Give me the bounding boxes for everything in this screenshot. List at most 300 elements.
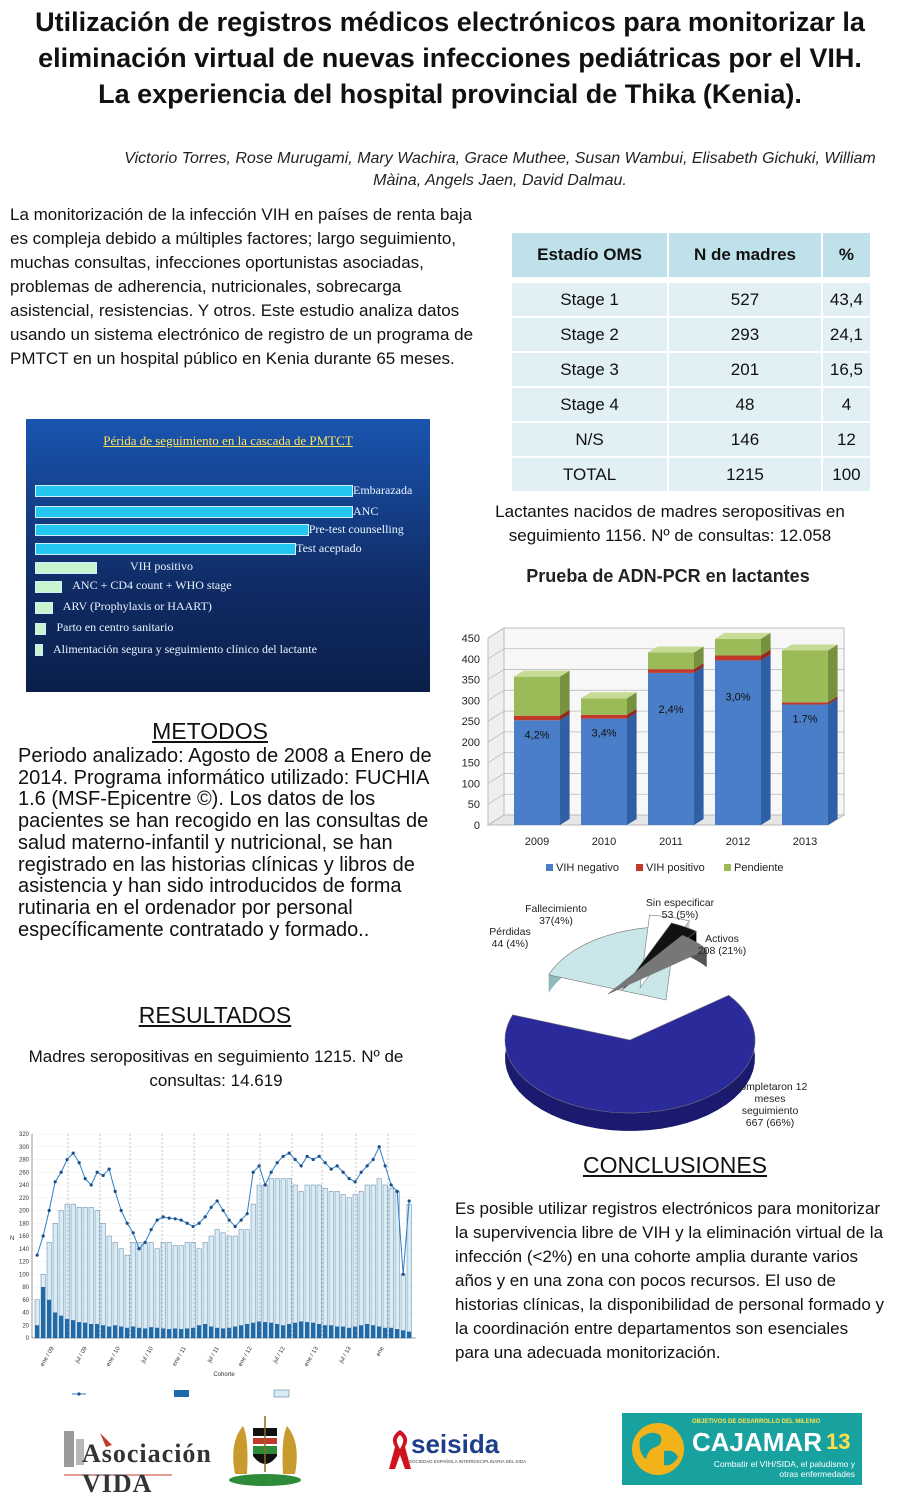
table-row bbox=[512, 422, 871, 457]
cohort-bar-dark bbox=[401, 1330, 405, 1338]
cohort-point bbox=[324, 1161, 327, 1164]
cohort-bar-light bbox=[281, 1179, 285, 1338]
data-label: 4,2% bbox=[524, 729, 550, 742]
bar-segment bbox=[514, 716, 560, 721]
bar-segment bbox=[514, 677, 560, 716]
cohort-bar-dark bbox=[203, 1324, 207, 1338]
cohort-point bbox=[216, 1199, 219, 1202]
cohort-bar-light bbox=[101, 1223, 105, 1338]
cohort-point bbox=[270, 1171, 273, 1174]
cohort-bar-light bbox=[365, 1185, 369, 1338]
table-cell: Stage 2 bbox=[512, 317, 668, 352]
cohort-bar-light bbox=[143, 1242, 147, 1338]
cohort-bar-dark bbox=[245, 1324, 249, 1338]
cohort-bar-dark bbox=[185, 1328, 189, 1338]
table-header: N de madres bbox=[668, 233, 822, 280]
cohort-bar-dark bbox=[353, 1327, 357, 1338]
cohort-bar-light bbox=[203, 1242, 207, 1338]
y-tick-label: 100 bbox=[461, 778, 480, 791]
cohort-point bbox=[114, 1190, 117, 1193]
x-tick-label: jul / 09 bbox=[74, 1346, 89, 1365]
cohort-bar-dark bbox=[83, 1323, 87, 1338]
y-tick-label: 200 bbox=[18, 1208, 29, 1215]
legend-label: VIH positivo bbox=[646, 862, 705, 874]
cohort-bar-light bbox=[317, 1185, 321, 1338]
cohort-bar-dark bbox=[233, 1327, 237, 1338]
cohort-bar-light bbox=[125, 1255, 129, 1338]
cohort-bar-light bbox=[155, 1249, 159, 1338]
cohort-bar-light bbox=[257, 1185, 261, 1338]
globe-icon bbox=[630, 1421, 686, 1477]
conclusiones-text: Es posible utilizar registros electrónicos para monitorizar la supervivencia libre de VIH y la eliminación virtual de la infección (<2%) en una cohorte amplia durante varios años y en una zona con pocos recursos. El uso de historias clínicas, la disponibilidad de personal formado y la coordinación entre departamentos son esenciales para una adecuada monitorización. bbox=[455, 1199, 885, 1362]
cohort-bar-light bbox=[77, 1207, 81, 1338]
bar-top bbox=[715, 633, 771, 639]
cohort-bar-light bbox=[173, 1246, 177, 1338]
legend-swatch bbox=[636, 864, 643, 871]
cascade-label: ANC bbox=[353, 504, 379, 518]
cohort-bar-dark bbox=[239, 1325, 243, 1338]
cohort-bar-light bbox=[107, 1236, 111, 1338]
cohort-bar-dark bbox=[101, 1325, 105, 1338]
bar-segment bbox=[581, 715, 627, 719]
cohort-point bbox=[102, 1174, 105, 1177]
cohort-point bbox=[282, 1155, 285, 1158]
cohort-bar-light bbox=[131, 1242, 135, 1338]
cascade-label: Embarazada bbox=[353, 483, 413, 497]
bar-segment bbox=[715, 660, 761, 825]
cohort-point bbox=[42, 1234, 45, 1237]
cohort-bar-dark bbox=[173, 1328, 177, 1338]
cohort-bar-light bbox=[311, 1185, 315, 1338]
cohort-bar-dark bbox=[47, 1300, 51, 1338]
cohort-point bbox=[342, 1171, 345, 1174]
cohort-point bbox=[372, 1158, 375, 1161]
cohort-bar-light bbox=[335, 1191, 339, 1338]
pcr-chart bbox=[448, 566, 888, 886]
bar-top bbox=[581, 692, 637, 698]
y-tick-label: 220 bbox=[18, 1195, 29, 1202]
cohort-bar-dark bbox=[269, 1323, 273, 1338]
y-tick-label: 160 bbox=[18, 1234, 29, 1240]
cohort-point bbox=[348, 1177, 351, 1180]
y-tick-label: 300 bbox=[18, 1144, 29, 1151]
y-tick-label: 100 bbox=[18, 1272, 29, 1279]
y-tick-label: 200 bbox=[461, 736, 480, 749]
cohort-bar-dark bbox=[179, 1329, 183, 1338]
y-tick-label: 280 bbox=[18, 1157, 29, 1164]
cohort-bar-light bbox=[215, 1230, 219, 1338]
cohort-point bbox=[240, 1218, 243, 1221]
cohort-bar-dark bbox=[191, 1328, 195, 1338]
cohort-bar-dark bbox=[305, 1322, 309, 1338]
cohort-bar-dark bbox=[287, 1324, 291, 1338]
cohort-bar-dark bbox=[215, 1328, 219, 1338]
cascade-label: Pre-test counselling bbox=[308, 522, 404, 536]
pie-label: Sin especificar bbox=[645, 897, 715, 909]
cajamar-logo bbox=[622, 1413, 862, 1485]
bar-segment bbox=[715, 639, 761, 656]
cohort-bar-light bbox=[323, 1188, 327, 1338]
data-label: 3,4% bbox=[591, 727, 617, 740]
cohort-bar-light bbox=[245, 1230, 249, 1338]
cascade-bar bbox=[35, 581, 62, 593]
data-label: 2,4% bbox=[658, 703, 684, 716]
bar-segment-side bbox=[627, 713, 637, 825]
cohort-point bbox=[168, 1217, 171, 1220]
table-cell: 48 bbox=[668, 387, 822, 422]
cohort-point bbox=[234, 1225, 237, 1228]
cohort-bar-light bbox=[65, 1204, 69, 1338]
cohort-bar-light bbox=[137, 1242, 141, 1338]
cohort-point bbox=[288, 1152, 291, 1155]
cohort-bar-dark bbox=[155, 1328, 159, 1338]
cohort-bar-dark bbox=[197, 1325, 201, 1338]
cascade-bar bbox=[35, 644, 43, 656]
cohort-bar-light bbox=[71, 1204, 75, 1338]
cohort-bar-dark bbox=[365, 1324, 369, 1338]
table-header-row bbox=[512, 233, 871, 280]
cohort-point bbox=[144, 1241, 147, 1244]
x-tick-label: ene / 12 bbox=[237, 1346, 254, 1368]
cohort-bar-light bbox=[329, 1191, 333, 1338]
x-axis-label: Cohorte bbox=[213, 1372, 235, 1378]
x-tick-label: ene / 09 bbox=[39, 1346, 56, 1368]
table-header: % bbox=[822, 233, 871, 280]
y-tick-label: 240 bbox=[18, 1183, 29, 1189]
bar-top bbox=[514, 671, 570, 677]
table-cell: Stage 3 bbox=[512, 352, 668, 387]
cohort-bar-light bbox=[227, 1236, 231, 1338]
bar-top bbox=[782, 644, 838, 650]
cohort-bar-dark bbox=[143, 1328, 147, 1338]
pie-label: Completaron 12 bbox=[732, 1081, 808, 1093]
cohort-point bbox=[90, 1183, 93, 1186]
cohort-bar-dark bbox=[371, 1325, 375, 1338]
pie-value: 37(4%) bbox=[539, 915, 573, 927]
cohort-bar-dark bbox=[125, 1328, 129, 1338]
cohort-point bbox=[396, 1190, 399, 1193]
x-tick-label: ene / 11 bbox=[171, 1346, 188, 1368]
cohort-point bbox=[180, 1218, 183, 1221]
cohort-bar-dark bbox=[251, 1323, 255, 1338]
madres-text: Madres seropositivas en seguimiento 1215. Nº de consultas: 14.619 bbox=[28, 1047, 404, 1090]
cascade-label: Parto en centro sanitario bbox=[56, 620, 174, 634]
pie-value: 667 (66%) bbox=[745, 1117, 795, 1129]
pie-label: seguimiento bbox=[741, 1105, 799, 1117]
cajamar-name: CAJAMAR bbox=[692, 1427, 822, 1457]
follow-up-pie-chart bbox=[480, 890, 860, 1140]
cohort-point bbox=[174, 1217, 177, 1220]
cohort-bar-light bbox=[89, 1207, 93, 1338]
cohort-bar-light bbox=[83, 1207, 87, 1338]
lactantes-text: Lactantes nacidos de madres seropositivas en seguimiento 1156. Nº de consultas: 12.058 bbox=[495, 502, 845, 545]
cohort-bar-dark bbox=[329, 1325, 333, 1338]
table-cell: 293 bbox=[668, 317, 822, 352]
x-tick-label: ene / 13 bbox=[303, 1346, 320, 1368]
cajamar-subtitle-top: OBJETIVOS DE DESARROLLO DEL MILENIO bbox=[692, 1419, 821, 1425]
cohort-point bbox=[246, 1212, 249, 1215]
y-axis-label: N bbox=[10, 1236, 15, 1242]
bar-segment-side bbox=[560, 671, 570, 716]
bar-segment bbox=[782, 702, 828, 704]
cohort-bar-light bbox=[191, 1242, 195, 1338]
cascade-chart bbox=[26, 419, 430, 692]
cohort-bar-light bbox=[209, 1236, 213, 1338]
cohort-bar-light bbox=[197, 1249, 201, 1338]
bar-segment bbox=[715, 655, 761, 660]
y-tick-label: 0 bbox=[25, 1336, 29, 1342]
resultados-heading: RESULTADOS bbox=[138, 1002, 292, 1028]
y-tick-label: 140 bbox=[18, 1246, 29, 1253]
legend-swatch bbox=[546, 864, 553, 871]
cohort-bar-light bbox=[359, 1191, 363, 1338]
table-row bbox=[512, 352, 871, 387]
stage-table bbox=[512, 233, 872, 493]
x-tick-label: jul / 13 bbox=[338, 1346, 353, 1365]
cohort-bar-light bbox=[263, 1185, 267, 1338]
cohort-point bbox=[156, 1218, 159, 1221]
cohort-bar-dark bbox=[95, 1324, 99, 1338]
cohort-bar-dark bbox=[77, 1322, 81, 1338]
cascade-title: Périda de seguimiento en la cascada de PMTCT bbox=[103, 433, 353, 448]
table-cell: 201 bbox=[668, 352, 822, 387]
cohort-bar-light bbox=[287, 1179, 291, 1338]
poster-title: Utilización de registros médicos electrónicos para monitorizar la eliminación virtual de nuevas infecciones pediátricas por el VIH. La experiencia del hospital provincial de Thika (Kenia). bbox=[35, 7, 865, 109]
cohort-bar-light bbox=[269, 1179, 273, 1338]
y-tick-label: 50 bbox=[467, 799, 480, 812]
cohort-bar-dark bbox=[119, 1327, 123, 1338]
cohort-point bbox=[264, 1183, 267, 1186]
conclusiones-heading: CONCLUSIONES bbox=[582, 1152, 768, 1178]
cohort-point bbox=[204, 1215, 207, 1218]
cohort-bar-dark bbox=[323, 1325, 327, 1338]
cohort-bar-dark bbox=[341, 1327, 345, 1338]
cohort-point bbox=[66, 1158, 69, 1161]
table-row bbox=[512, 387, 871, 422]
cohort-point bbox=[84, 1177, 87, 1180]
cohort-point bbox=[48, 1209, 51, 1212]
cohort-point bbox=[402, 1273, 405, 1276]
pcr-chart-svg bbox=[448, 566, 888, 886]
pie-label: meses bbox=[754, 1093, 786, 1105]
x-tick-label: jul / 11 bbox=[206, 1346, 221, 1364]
cohort-point bbox=[78, 1161, 81, 1164]
table-row bbox=[512, 457, 871, 492]
cohort-point bbox=[138, 1247, 141, 1250]
authors: Victorio Torres, Rose Murugami, Mary Wachira, Grace Muthee, Susan Wambui, Elisabeth Gichuki, William Màina, Angels Jaen, David Dalmau. bbox=[124, 150, 876, 189]
y-tick-label: 40 bbox=[22, 1310, 29, 1317]
cohort-bar-light bbox=[161, 1242, 165, 1338]
seisida-logo bbox=[385, 1425, 527, 1475]
bar-segment bbox=[782, 650, 828, 702]
cohort-bar-light bbox=[299, 1191, 303, 1338]
legend-point bbox=[77, 1392, 80, 1395]
x-tick-label: jul / 10 bbox=[140, 1346, 155, 1365]
cohort-bar-dark bbox=[335, 1327, 339, 1338]
data-label: 3,0% bbox=[725, 691, 751, 704]
cohort-point bbox=[72, 1152, 75, 1155]
vida-logo-text: Asociación VIDA bbox=[82, 1439, 212, 1498]
legend-swatch bbox=[274, 1390, 289, 1397]
cohort-point bbox=[198, 1222, 201, 1225]
cohort-bar-dark bbox=[161, 1328, 165, 1338]
y-tick-label: 320 bbox=[18, 1132, 29, 1138]
bar-segment-side bbox=[560, 714, 570, 825]
cohort-bar-light bbox=[179, 1246, 183, 1338]
cohort-bar-light bbox=[347, 1198, 351, 1338]
cohort-bar-dark bbox=[221, 1328, 225, 1338]
pie-label: Pérdidas bbox=[489, 926, 531, 938]
cohort-bar-dark bbox=[389, 1328, 393, 1338]
table-cell: 24,1 bbox=[822, 317, 871, 352]
cohort-bar-light bbox=[341, 1195, 345, 1338]
cohort-bar-dark bbox=[293, 1323, 297, 1338]
cohort-point bbox=[312, 1158, 315, 1161]
table-cell: 1215 bbox=[668, 457, 822, 492]
cohort-bar-light bbox=[275, 1179, 279, 1338]
x-tick-label: ene bbox=[375, 1346, 386, 1358]
cohort-point bbox=[210, 1206, 213, 1209]
cohort-bar-light bbox=[401, 1274, 405, 1338]
table-cell: N/S bbox=[512, 422, 668, 457]
cascade-bar bbox=[35, 623, 46, 635]
cohort-bar-light bbox=[251, 1204, 255, 1338]
cohort-bar-light bbox=[239, 1230, 243, 1338]
cohort-bar-dark bbox=[347, 1328, 351, 1338]
table-cell: 527 bbox=[668, 280, 822, 317]
cajamar-tagline: Combatir el VIH/SIDA, el paludismo y otras enfermedades bbox=[713, 1459, 855, 1479]
table-cell: 12 bbox=[822, 422, 871, 457]
cohort-bar-dark bbox=[59, 1316, 63, 1338]
kenya-coat-of-arms-icon bbox=[225, 1412, 305, 1487]
cascade-label: Test aceptado bbox=[296, 541, 362, 555]
cohort-bar-light bbox=[383, 1185, 387, 1338]
legend-label: Pendiente bbox=[734, 862, 784, 874]
table-cell: Stage 1 bbox=[512, 280, 668, 317]
y-tick-label: 300 bbox=[461, 695, 480, 708]
cohort-point bbox=[108, 1167, 111, 1170]
cohort-point bbox=[54, 1180, 57, 1183]
bar-segment-side bbox=[694, 667, 704, 825]
cohort-point bbox=[96, 1171, 99, 1174]
x-tick-label: 2012 bbox=[725, 836, 751, 848]
cohort-bar-dark bbox=[257, 1321, 261, 1338]
cohort-point bbox=[318, 1155, 321, 1158]
cohort-bar-light bbox=[377, 1179, 381, 1338]
cascade-bar bbox=[35, 562, 97, 574]
cohort-bar-dark bbox=[383, 1328, 387, 1338]
kenya-coat-of-arms bbox=[225, 1412, 305, 1487]
bar-segment-side bbox=[828, 644, 838, 702]
cohort-bar-light bbox=[389, 1188, 393, 1338]
cohort-bar-dark bbox=[227, 1328, 231, 1338]
y-tick-label: 350 bbox=[461, 674, 480, 687]
cohort-point bbox=[384, 1164, 387, 1167]
cohort-bar-dark bbox=[137, 1328, 141, 1338]
x-tick-label: 2011 bbox=[659, 836, 683, 848]
bar-segment bbox=[648, 653, 694, 670]
x-tick-label: jul / 12 bbox=[272, 1346, 287, 1365]
pie-value: 44 (4%) bbox=[491, 938, 529, 950]
cohort-bar-dark bbox=[167, 1329, 171, 1338]
cohort-point bbox=[408, 1199, 411, 1202]
cohort-point bbox=[126, 1222, 129, 1225]
y-tick-label: 150 bbox=[461, 757, 480, 770]
cohort-chart bbox=[4, 1128, 420, 1403]
cohort-point bbox=[378, 1145, 381, 1148]
cohort-point bbox=[366, 1164, 369, 1167]
cohort-point bbox=[150, 1228, 153, 1231]
table-cell: 146 bbox=[668, 422, 822, 457]
pie-label: Activos bbox=[705, 933, 739, 945]
cascade-bar bbox=[35, 543, 296, 555]
cohort-bar-light bbox=[293, 1185, 297, 1338]
cohort-bar-dark bbox=[299, 1321, 303, 1338]
cohort-bar-light bbox=[185, 1242, 189, 1338]
cohort-point bbox=[258, 1164, 261, 1167]
cascade-bar bbox=[35, 506, 353, 518]
pie-value: 208 (21%) bbox=[697, 945, 747, 957]
table-row bbox=[512, 317, 871, 352]
cohort-bar-light bbox=[305, 1185, 309, 1338]
cohort-point bbox=[354, 1180, 357, 1183]
pie-value: 53 (5%) bbox=[661, 909, 699, 921]
cohort-bar-dark bbox=[149, 1327, 153, 1338]
y-tick-label: 0 bbox=[473, 820, 480, 832]
cohort-bar-dark bbox=[317, 1324, 321, 1338]
cohort-bar-light bbox=[119, 1249, 123, 1338]
cascade-bar bbox=[35, 602, 53, 614]
cohort-point bbox=[336, 1164, 339, 1167]
x-tick-label: 2010 bbox=[591, 836, 617, 848]
cohort-bar-dark bbox=[377, 1327, 381, 1338]
table-cell: 100 bbox=[822, 457, 871, 492]
bar-segment bbox=[648, 673, 694, 825]
cohort-point bbox=[60, 1171, 63, 1174]
cascade-label: Alimentación segura y seguimiento clínico del lactante bbox=[53, 642, 317, 656]
cohort-bar-dark bbox=[359, 1325, 363, 1338]
cohort-bar-light bbox=[233, 1236, 237, 1338]
cohort-bar-light bbox=[167, 1242, 171, 1338]
cohort-bar-dark bbox=[71, 1320, 75, 1338]
y-tick-label: 120 bbox=[18, 1259, 29, 1266]
cohort-bar-dark bbox=[407, 1332, 411, 1338]
x-tick-label: 2013 bbox=[792, 836, 818, 848]
cohort-chart-svg bbox=[4, 1128, 420, 1403]
table-cell: Stage 4 bbox=[512, 387, 668, 422]
bar-segment bbox=[648, 669, 694, 673]
bar-top bbox=[648, 647, 704, 653]
legend-swatch bbox=[174, 1390, 189, 1397]
cohort-bar-light bbox=[221, 1233, 225, 1338]
cohort-point bbox=[390, 1183, 393, 1186]
y-tick-label: 250 bbox=[461, 716, 480, 729]
table-cell: TOTAL bbox=[512, 457, 668, 492]
cohort-bar-light bbox=[149, 1242, 153, 1338]
cascade-label: VIH positivo bbox=[130, 559, 193, 573]
cohort-point bbox=[252, 1171, 255, 1174]
table-row bbox=[512, 280, 871, 317]
cohort-bar-light bbox=[371, 1185, 375, 1338]
intro-text: La monitorización de la infección VIH en países de renta baja es compleja debido a múltiples factores; largo seguimiento, muchas consultas, infecciones oportunistas asociadas, problemas de adherencia, nutricionales, sobrecarga asistencial, resistencias. Y otros. Este estudio analiza datos usando un sistema electrónico de registro de un programa de PMTCT en un hospital público en Kenia durante 65 meses. bbox=[10, 205, 474, 368]
cohort-bar-dark bbox=[263, 1322, 267, 1338]
bar-segment-side bbox=[828, 698, 838, 825]
cohort-bar-dark bbox=[311, 1323, 315, 1338]
cohort-bar-dark bbox=[395, 1329, 399, 1338]
cohort-point bbox=[306, 1155, 309, 1158]
pie-label: Fallecimiento bbox=[525, 903, 587, 915]
y-tick-label: 180 bbox=[18, 1221, 29, 1228]
